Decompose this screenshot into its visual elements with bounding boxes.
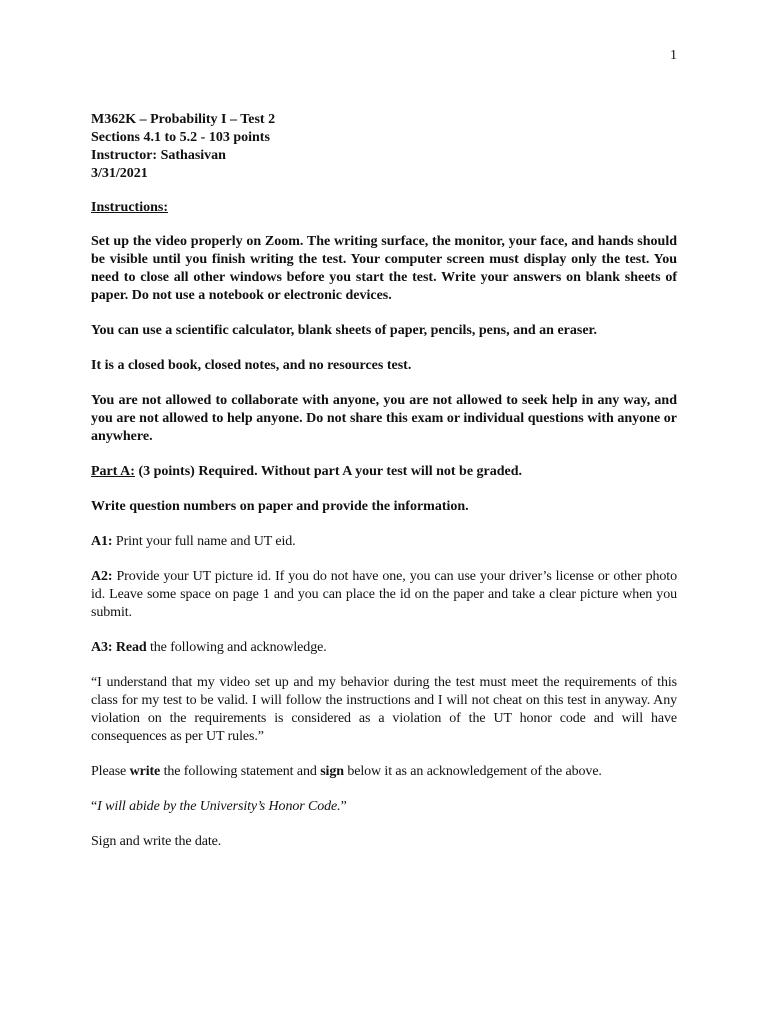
a3-label: A3: Read: [91, 640, 147, 655]
exam-date: 3/31/2021: [91, 166, 148, 181]
setup-paragraph: Set up the video properly on Zoom. The writing surface, the monitor, your face, and hands should be visible until you finish writing the test. Your computer screen must display only the test. You need to close all other windows before you start the test. Write your answers on blank sheets of paper. Do not use a notebook or electronic devices.: [91, 234, 677, 303]
please-prefix: Please: [91, 764, 130, 779]
question-a2: [91, 568, 677, 622]
closed-book-paragraph: It is a closed book, closed notes, and no resources test.: [91, 358, 412, 373]
part-a-heading: [91, 463, 677, 481]
a2-text: Provide your UT picture id. If you do not have one, you can use your driver’s license or other photo id. Leave some space on page 1 and you can place the id on the paper and take a clear picture when you submit.: [91, 569, 677, 620]
acknowledgement-quote: “I understand that my video set up and my behavior during the test must meet the requirements of this class for my test to be valid. I will follow the instructions and I will not cheat on this test in anyway. Any violation on the requirements is considered as a violation of the UT honor code and will have consequences as per UT rules.”: [91, 675, 677, 744]
please-write-word: write: [129, 764, 161, 779]
please-write-sign: [91, 763, 677, 781]
question-a1: [91, 533, 677, 551]
collaboration-paragraph: You are not allowed to collaborate with anyone, you are not allowed to seek help in any way, and you are not allowed to help anyone. Do not share this exam or individual questions with anyone or anywhere.: [91, 393, 677, 444]
a3-text: the following and acknowledge.: [146, 640, 327, 655]
please-suffix: below it as an acknowledgement of the above.: [343, 764, 602, 779]
sections-line: Sections 4.1 to 5.2 - 103 points: [91, 130, 270, 145]
please-middle: the following statement and: [160, 764, 321, 779]
instructions-heading: Instructions:: [91, 200, 169, 215]
instructor-line: Instructor: Sathasivan: [91, 148, 226, 163]
materials-paragraph: You can use a scientific calculator, blank sheets of paper, pencils, pens, and an eraser.: [91, 323, 597, 338]
honor-close-quote: ”: [340, 799, 347, 814]
please-sign-word: sign: [320, 764, 344, 779]
part-a-label: Part A:: [91, 464, 135, 479]
course-title: M362K – Probability I – Test 2: [91, 112, 276, 127]
a1-label: A1:: [91, 534, 113, 549]
part-a-text: (3 points) Required. Without part A your test will not be graded.: [134, 464, 523, 479]
honor-code-text: I will abide by the University’s Honor Code.: [97, 799, 341, 814]
page-number: 1: [670, 48, 677, 63]
a2-label: A2:: [91, 569, 113, 584]
sign-date-instruction: Sign and write the date.: [91, 834, 222, 849]
exam-header: [91, 111, 677, 183]
honor-open-quote: “: [91, 799, 98, 814]
honor-code-statement: [91, 798, 677, 816]
write-numbers-paragraph: Write question numbers on paper and provide the information.: [91, 499, 469, 514]
question-a3: [91, 639, 677, 657]
a1-text: Print your full name and UT eid.: [112, 534, 296, 549]
document-body: [91, 111, 677, 868]
